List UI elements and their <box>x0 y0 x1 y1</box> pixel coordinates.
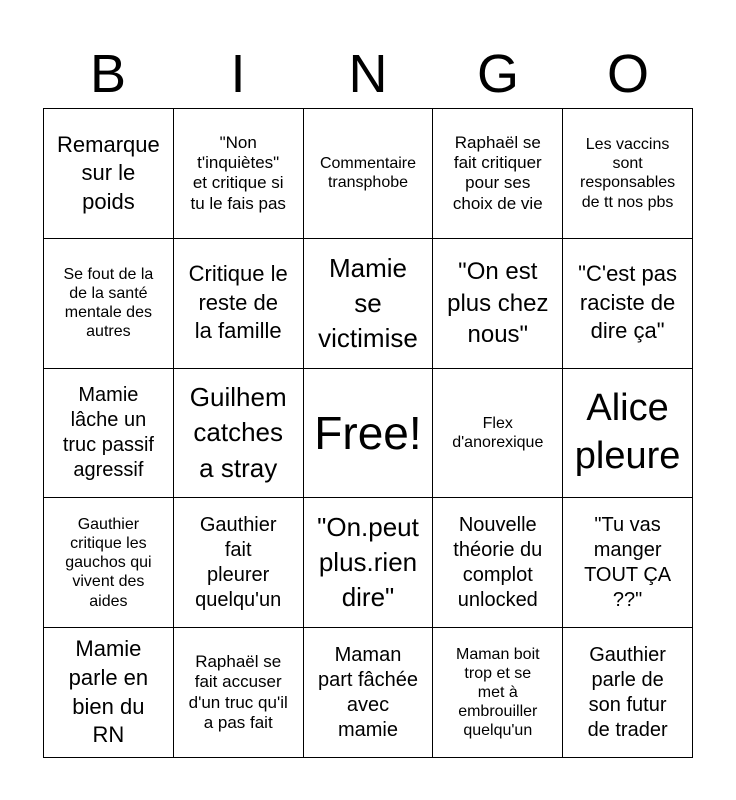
header-letter-i: I <box>230 44 246 104</box>
header-letter-n: N <box>348 44 388 104</box>
bingo-cell[interactable] <box>304 628 434 758</box>
cell-text: Gauthier fait pleurer quelqu'un <box>195 513 282 611</box>
bingo-header <box>43 40 693 108</box>
cell-text: Mamie se victimise <box>318 252 418 353</box>
cell-text: Gauthier parle de son futur de trader <box>587 643 668 741</box>
bingo-cell[interactable] <box>433 109 563 239</box>
cell-text: Critique le reste de la famille <box>188 261 288 344</box>
bingo-cell[interactable] <box>44 369 174 499</box>
cell-text: Commentaire transphobe <box>319 155 416 192</box>
header-letter-o: O <box>606 44 649 104</box>
cell-text: Mamie lâche un truc passif agressif <box>62 383 154 481</box>
bingo-cell[interactable] <box>433 498 563 628</box>
cell-text: "Non t'inquiètes" et critique si tu le fais pas <box>190 132 286 213</box>
cell-text: Raphaël se fait accuser d'un truc qu'il a pas fait <box>188 651 288 732</box>
cell-text: "Tu vas manger TOUT ÇA ??" <box>584 513 672 611</box>
bingo-board <box>43 108 693 758</box>
bingo-cell[interactable] <box>44 628 174 758</box>
cell-text: Nouvelle théorie du complot unlocked <box>453 513 543 611</box>
bingo-cell[interactable] <box>174 239 304 369</box>
bingo-cell[interactable] <box>304 239 434 369</box>
bingo-cell[interactable] <box>174 498 304 628</box>
bingo-cell[interactable] <box>433 369 563 499</box>
bingo-cell[interactable] <box>563 369 693 499</box>
cell-text: Remarque sur le poids <box>57 131 160 214</box>
bingo-cell[interactable] <box>44 239 174 369</box>
header-letter-g: G <box>476 44 519 104</box>
bingo-cell[interactable] <box>563 239 693 369</box>
bingo-cell[interactable] <box>304 109 434 239</box>
bingo-cell[interactable] <box>563 628 693 758</box>
cell-text: "C'est pas raciste de dire ça" <box>578 261 677 344</box>
bingo-cell[interactable] <box>174 109 304 239</box>
bingo-cell[interactable] <box>433 628 563 758</box>
bingo-cell[interactable] <box>44 498 174 628</box>
cell-text: Maman part fâchée avec mamie <box>317 643 419 741</box>
cell-text: Raphaël se fait critiquer pour ses choix de vie <box>452 132 543 213</box>
cell-text: "On est plus chez nous" <box>447 258 549 348</box>
cell-text: Gauthier critique les gauchos qui vivent des aides <box>65 515 152 610</box>
cell-text: Alice pleure <box>574 387 681 477</box>
bingo-cell[interactable] <box>563 109 693 239</box>
cell-text: Maman boit trop et se met à embrouiller quelqu'un <box>455 645 540 740</box>
bingo-cell[interactable] <box>563 498 693 628</box>
free-space-text: Free! <box>314 406 422 459</box>
cell-text: Se fout de la de la santé mentale des autres <box>63 265 154 341</box>
cell-text: Guilhem catches a stray <box>189 382 287 483</box>
cell-text: "On.peut plus.rien dire" <box>317 512 419 613</box>
bingo-cell[interactable] <box>433 239 563 369</box>
free-space[interactable] <box>304 369 434 499</box>
cell-text: Flex d'anorexique <box>452 414 544 451</box>
cell-text: Mamie parle en bien du RN <box>68 636 149 748</box>
cell-text: Les vaccins sont responsables de tt nos pbs <box>580 136 676 211</box>
header-letter-b: B <box>89 44 127 104</box>
bingo-cell[interactable] <box>304 498 434 628</box>
bingo-cell[interactable] <box>44 109 174 239</box>
bingo-cell[interactable] <box>174 628 304 758</box>
bingo-cell[interactable] <box>174 369 304 499</box>
